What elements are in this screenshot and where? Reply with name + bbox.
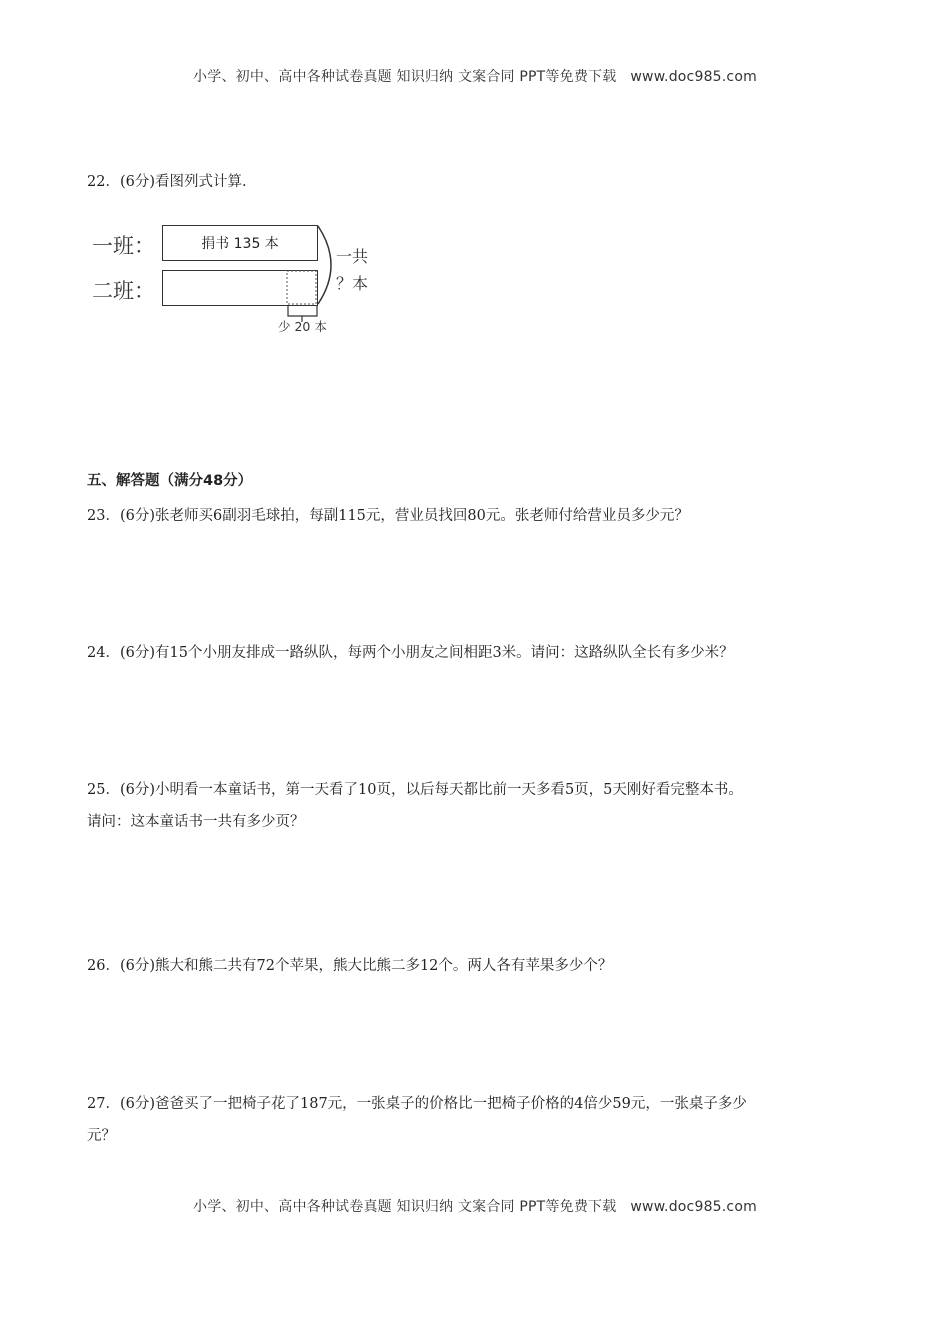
header-site[interactable]: www.doc985.com: [630, 69, 757, 85]
total-label-top: 一共: [336, 247, 369, 266]
question-27-line2: 元？: [87, 1128, 116, 1144]
bar-diagram: [92, 218, 392, 336]
question-27: [87, 1088, 867, 1152]
class1-bar-text: 捐书 135 本: [201, 236, 279, 252]
difference-label: 少 20 本: [278, 319, 327, 334]
question-25: [87, 774, 867, 838]
question-25-line1: 25．(6分)小明看一本童话书，第一天看了10页，以后每天都比前一天多看5页，5天刚好看完整本书。: [87, 782, 743, 798]
page-header: [0, 66, 950, 86]
question-23: 23．(6分)张老师买6副羽毛球拍，每副115元，营业员找回80元。张老师付给营业员多少元？: [87, 508, 689, 524]
header-text: 小学、初中、高中各种试卷真题 知识归纳 文案合同 PPT等免费下载: [193, 69, 617, 85]
question-27-line1: 27．(6分)爸爸买了一把椅子花了187元，一张桌子的价格比一把椅子价格的4倍少59元，一张桌子多少: [87, 1096, 747, 1112]
class1-label: 一班：: [92, 234, 155, 258]
section-5-title: 五、解答题（满分48分）: [87, 473, 253, 489]
question-25-line2: 请问：这本童话书一共有多少页？: [87, 814, 305, 830]
class2-label: 二班：: [92, 279, 155, 303]
question-24: 24．(6分)有15个小朋友排成一路纵队，每两个小朋友之间相距3米。请问：这路纵队全长有多少米？: [87, 645, 734, 661]
question-22: 22．(6分)看图列式计算.: [87, 174, 247, 190]
total-brace: [318, 226, 331, 304]
total-label-bottom: ？本: [336, 274, 369, 293]
footer-site[interactable]: www.doc985.com: [630, 1199, 757, 1215]
page-footer: [0, 1196, 950, 1216]
question-26: 26．(6分)熊大和熊二共有72个苹果，熊大比熊二多12个。两人各有苹果多少个？: [87, 958, 613, 974]
footer-text: 小学、初中、高中各种试卷真题 知识归纳 文案合同 PPT等免费下载: [193, 1199, 617, 1215]
missing-portion-dashed: [287, 271, 316, 304]
